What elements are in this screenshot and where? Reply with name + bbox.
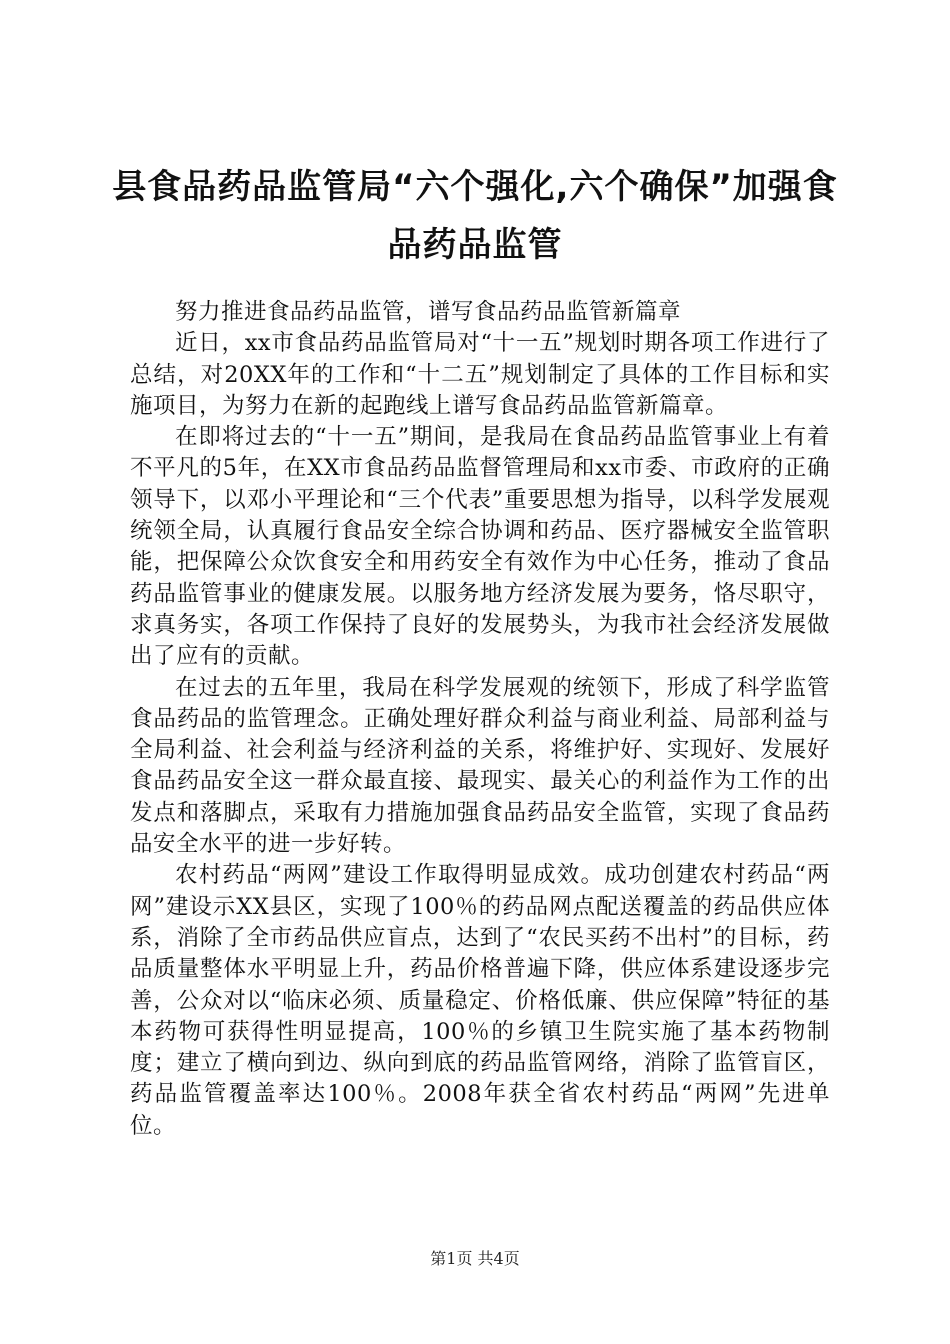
page-number-footer: 第1页 共4页 xyxy=(430,1249,520,1268)
body-paragraph-5: 农村药品“两网”建设工作取得明显成效。成功创建农村药品“两网”建设示XX县区，实现了100％的药品网点配送覆盖的药品供应体系，消除了全市药品供应盲点，达到了“农民买药不出村”的目标，药品质量整体水平明显上升，药品价格普遍下降，供应体系建设逐步完善，公众对以“临床必须、质量稳定、价格低廉、供应保障”特征的基本药物可获得性明显提高，100％的乡镇卫生院实施了基本药物制度；建立了横向到边、纵向到底的药品监管网络，消除了监管盲区，药品监管覆盖率达100％。2008年获全省农村药品“两网”先进单位。 xyxy=(130,862,830,1139)
document-title: 县食品药品监管局“六个强化,六个确保”加强食品药品监管 xyxy=(112,167,838,265)
body-paragraph-2: 近日，xx市食品药品监管局对“十一五”规划时期各项工作进行了总结，对20XX年的工作和“十二五”规划制定了具体的工作目标和实施项目，为努力在新的起跑线上谱写食品药品监管新篇章。 xyxy=(130,330,830,419)
body-paragraph-4: 在过去的五年里，我局在科学发展观的统领下，形成了科学监管食品药品的监管理念。正确处理好群众利益与商业利益、局部利益与全局利益、社会利益与经济利益的关系，将维护好、实现好、发展好食品药品安全这一群众最直接、最现实、最关心的利益作为工作的出发点和落脚点，采取有力措施加强食品药品安全监管，实现了食品药品安全水平的进一步好转。 xyxy=(130,674,830,858)
document-body xyxy=(130,297,830,1142)
body-paragraph-3: 在即将过去的“十一五”期间，是我局在食品药品监管事业上有着不平凡的5年，在XX市食品药品监督管理局和xx市委、市政府的正确领导下，以邓小平理论和“三个代表”重要思想为指导，以科学发展观统领全局，认真履行食品安全综合协调和药品、医疗器械安全监管职能，把保障公众饮食安全和用药安全有效作为中心任务，推动了食品药品监管事业的健康发展。以服务地方经济发展为要务，恪尽职守，求真务实，各项工作保持了良好的发展势头，为我市社会经济发展做出了应有的贡献。 xyxy=(130,424,830,670)
body-paragraph-1: 努力推进食品药品监管，谱写食品药品监管新篇章 xyxy=(175,299,682,325)
